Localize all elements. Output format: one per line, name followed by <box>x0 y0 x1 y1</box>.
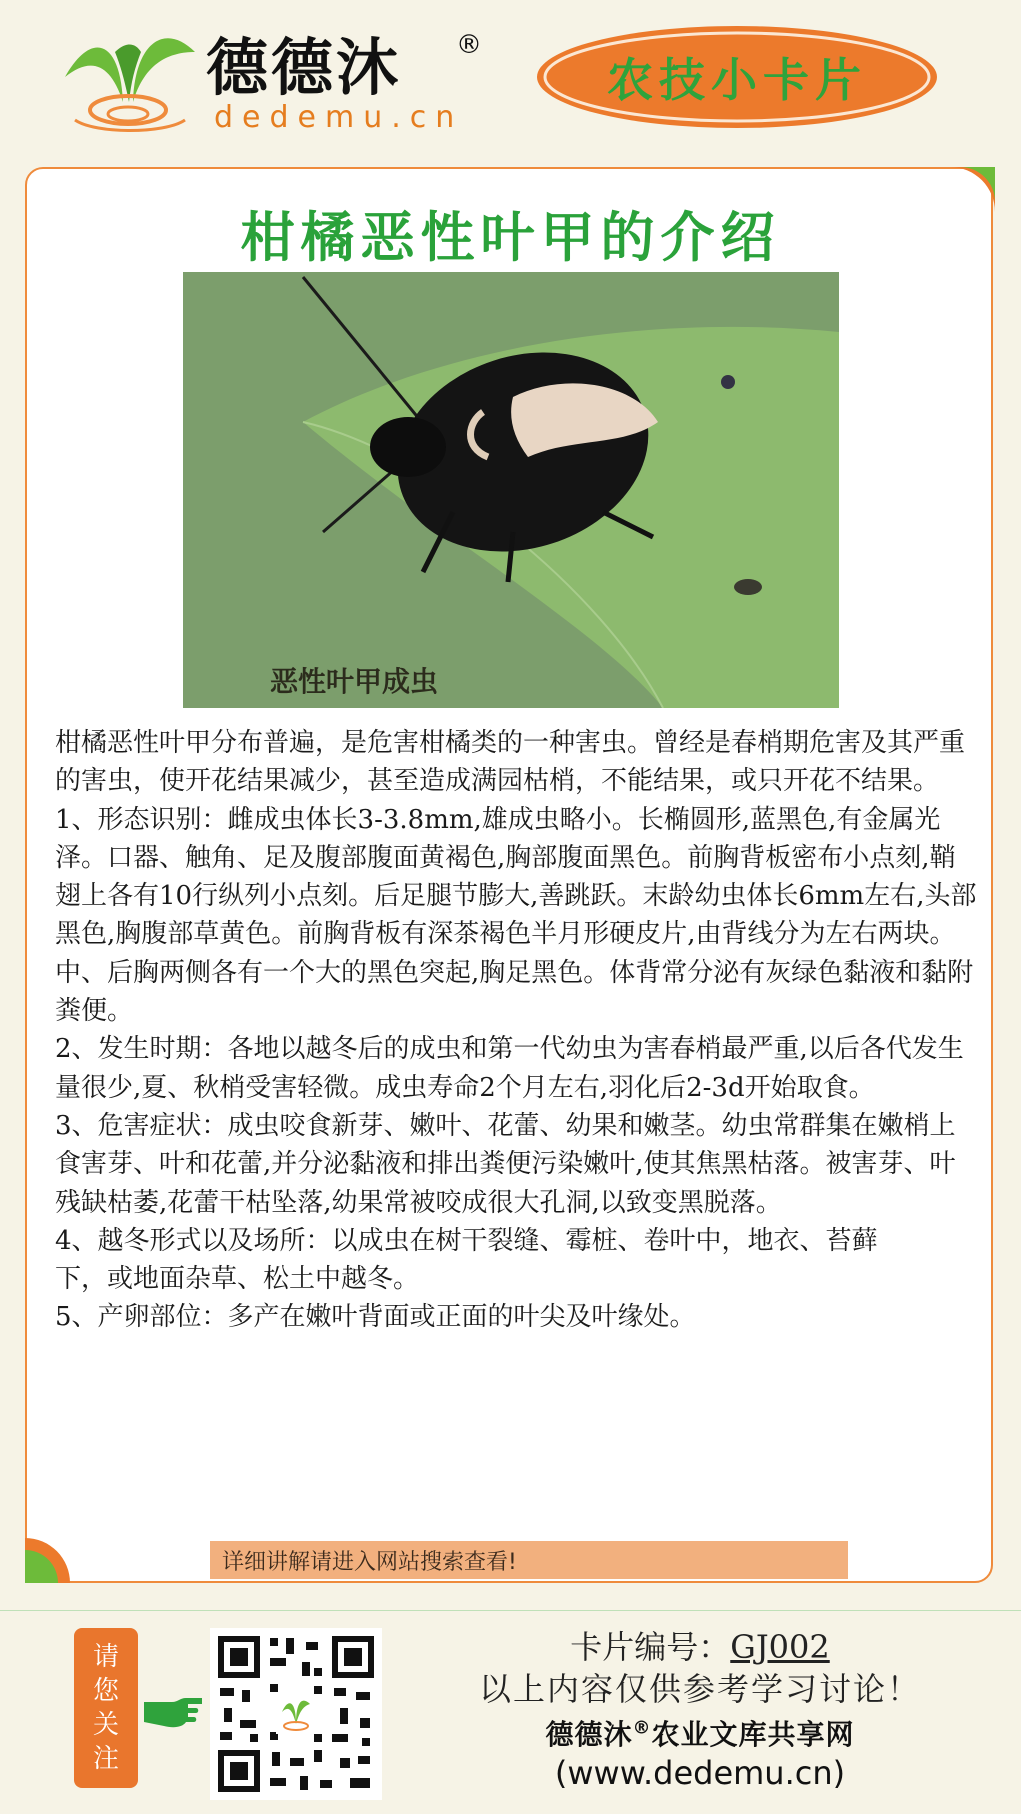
follow-char: 您 <box>92 1676 119 1706</box>
pointing-hand-icon <box>142 1688 204 1732</box>
brand-name: 德德沐 <box>206 31 402 104</box>
footer-brand <box>420 1713 980 1753</box>
corner-decoration-bottom-left <box>25 1538 70 1583</box>
qr-code-image[interactable] <box>210 1628 382 1800</box>
damage-paragraph: 3、危害症状：成虫咬食新芽、嫩叶、花蕾、幼果和嫩茎。幼虫常群集在嫩梢上食害芽、叶和花蕾,并分泌黏液和排出粪便污染嫩叶,使其焦黑枯落。被害芽、叶残缺枯萎,花蕾干枯坠落,幼果常被咬成很大孔洞,以致变黑脱落。 <box>55 1110 956 1218</box>
card-number-code: GJ002 <box>730 1628 830 1666</box>
follow-char: 注 <box>92 1744 119 1774</box>
disclaimer-text: 以上内容仅供参考学习讨论！ <box>478 1670 921 1708</box>
follow-char: 请 <box>92 1642 119 1672</box>
card-number-label: 卡片编号： <box>570 1628 731 1666</box>
beetle-photo <box>183 272 839 708</box>
dedemu-logo <box>55 22 205 137</box>
overwintering-paragraph-continued: 下，或地面杂草、松土中越冬。 <box>55 1264 420 1295</box>
intro-paragraph: 柑橘恶性叶甲分布普遍，是危害柑橘类的一种害虫。曾经是春梢期危害及其严重的害虫，使开花结果减少，甚至造成满园枯梢，不能结果，或只开花不结果。 <box>55 728 966 797</box>
registered-mark: ® <box>456 30 482 60</box>
footer-divider <box>0 1610 1021 1611</box>
search-hint-text: 详细讲解请进入网站搜索查看! <box>222 1550 517 1575</box>
oviposition-paragraph: 5、产卵部位：多产在嫩叶背面或正面的叶尖及叶缘处。 <box>55 1302 696 1333</box>
footer-brand-suffix: 农业文库共享网 <box>651 1718 855 1751</box>
page-title: 柑橘恶性叶甲的介绍 <box>240 206 781 269</box>
overwintering-paragraph: 4、越冬形式以及场所：以成虫在树干裂缝、霉桩、卷叶中，地衣、苔藓 <box>55 1225 878 1256</box>
article-body <box>55 724 980 1337</box>
occurrence-paragraph: 2、发生时期：各地以越冬后的成虫和第一代幼虫为害春梢最严重,以后各代发生量很少,夏、秋梢受害轻微。成虫寿命2个月左右,羽化后2-3d开始取食。 <box>55 1034 964 1103</box>
card-number <box>420 1622 980 1668</box>
follow-char: 关 <box>92 1710 119 1740</box>
morphology-paragraph: 1、形态识别：雌成虫体长3-3.8mm,雄成虫略小。长椭圆形,蓝黑色,有金属光泽。口器、触角、足及腹部腹面黄褐色,胸部腹面黑色。前胸背板密布小点刻,鞘翅上各有10行纵列小点刻。后足腿节膨大,善跳跃。末龄幼虫体长6mm左右,头部黑色,胸腹部草黄色。前胸背板有深茶褐色半月形硬皮片,由背线分为左右两块。中、后胸两侧各有一个大的黑色突起,胸足黑色。体背常分泌有灰绿色黏液和黏附粪便。 <box>55 804 977 1027</box>
follow-button[interactable] <box>74 1628 138 1788</box>
brand-url: dedemu.cn <box>214 100 464 135</box>
photo-caption: 恶性叶甲成虫 <box>270 665 439 698</box>
footer-registered-mark: ® <box>632 1717 652 1739</box>
footer-brand-name: 德德沐 <box>545 1718 633 1751</box>
footer-url-link[interactable]: (www.dedemu.cn) <box>554 1754 846 1792</box>
card-badge-label: 农技小卡片 <box>607 53 867 107</box>
